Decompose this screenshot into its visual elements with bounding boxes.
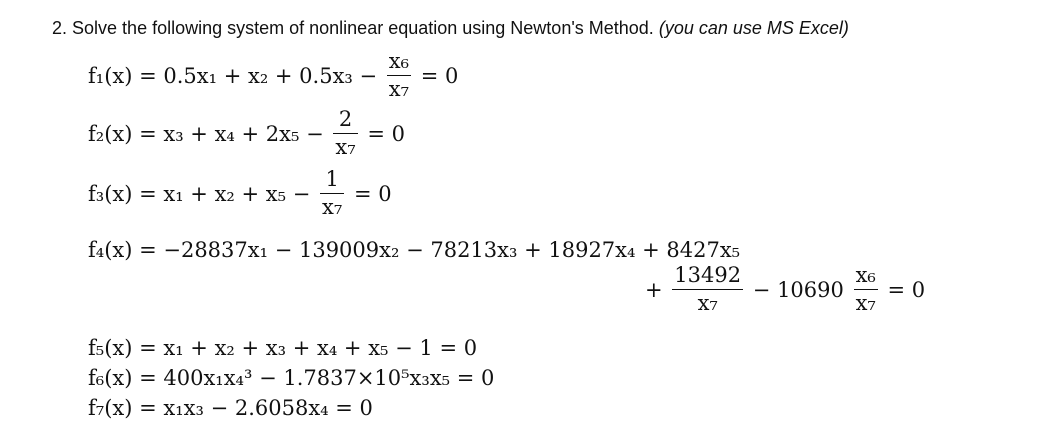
equation-f4-fraction-1 [672, 264, 743, 315]
equation-f1-numerator: x₆ [387, 50, 411, 76]
equation-f2-lhs: f₂(x) = x₃ + x₄ + 2x₅ − [88, 122, 324, 147]
equation-f7: f₇(x) = x₁x₃ − 2.6058x₄ = 0 [88, 396, 373, 420]
equation-f1-rhs: = 0 [420, 64, 459, 89]
equation-f4-mid: − 10690 [752, 278, 844, 303]
equation-f4-denominator-1: x₇ [697, 291, 718, 316]
equation-f2-fraction [333, 108, 357, 159]
equation-f4-numerator-1: 13492 [672, 264, 743, 290]
equation-f4-fraction-2 [854, 264, 878, 315]
equation-f1-denominator: x₇ [388, 77, 410, 102]
problem-statement [52, 18, 849, 39]
equation-f3-lhs: f₃(x) = x₁ + x₂ + x₅ − [88, 182, 311, 207]
problem-text: Solve the following system of nonlinear equation using Newton's Method. [72, 18, 654, 38]
equation-f4-line1: f₄(x) = −28837x₁ − 139009x₂ − 78213x₃ + 18927x₄ + 8427x₅ [88, 238, 741, 262]
equation-f3-fraction [320, 168, 344, 219]
equation-f4-line2 [645, 263, 926, 317]
equation-f5: f₅(x) = x₁ + x₂ + x₃ + x₄ + x₅ − 1 = 0 [88, 336, 478, 360]
equation-f3 [88, 167, 392, 221]
equation-f2 [88, 107, 405, 161]
equation-f4-rhs: = 0 [887, 278, 926, 303]
equation-f3-rhs: = 0 [353, 182, 392, 207]
equation-f6: f₆(x) = 400x₁x₄³ − 1.7837×10⁵x₃x₅ = 0 [88, 366, 495, 390]
equation-f1-lhs: f₁(x) = 0.5x₁ + x₂ + 0.5x₃ − [88, 64, 378, 89]
equation-f3-denominator: x₇ [322, 195, 343, 220]
equation-f4-denominator-2: x₇ [855, 291, 876, 316]
equation-f4-plus: + [645, 278, 663, 303]
equation-f2-rhs: = 0 [367, 122, 405, 147]
equation-f3-numerator: 1 [320, 168, 344, 194]
equation-f2-numerator: 2 [333, 108, 357, 134]
equation-f1 [88, 49, 459, 103]
equation-f4-numerator-2: x₆ [854, 264, 878, 290]
equation-f2-denominator: x₇ [335, 135, 356, 160]
problem-number: 2. [52, 18, 68, 38]
equation-f1-fraction [387, 50, 411, 101]
problem-note: (you can use MS Excel) [658, 18, 849, 38]
